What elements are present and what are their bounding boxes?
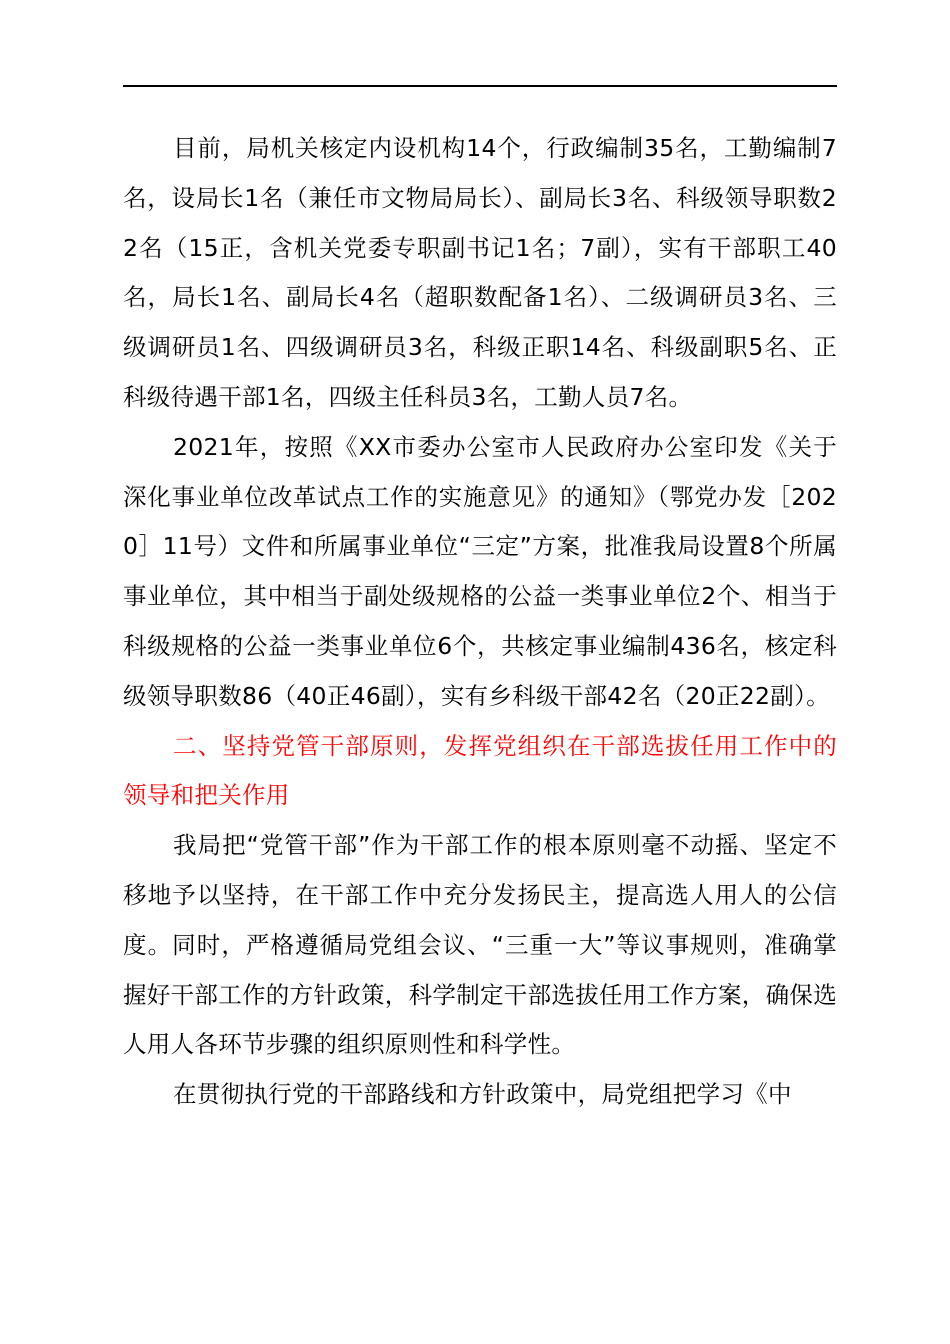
- paragraph-policy: 在贯彻执行党的干部路线和方针政策中，局党组把学习《中: [173, 1080, 792, 1109]
- paragraph-party-principle: 我局把“党管干部”作为干部工作的根本原则毫不动摇、坚定不移地予以坚持，在干部工作中充分发扬民主，提高选人用人的公信度。同时，严格遵循局党组会议、“三重一大”等议事规则，准确掌握好干部工作的方针政策，科学制定干部选拔任用工作方案，确保选人用人各环节步骤的组织原则性和科学性。: [123, 831, 837, 1059]
- header-rule: [123, 85, 837, 87]
- paragraph-staffing: 目前，局机关核定内设机构14个，行政编制35名，工勤编制7名，设局长1名（兼任市文物局局长）、副局长3名、科级领导职数22名（15正，含机关党委专职副书记1名；7副），实有干部职工40名，局长1名、副局长4名（超职数配备1名）、二级调研员3名、三级调研员1名、四级调研员3名，科级正职14名、科级副职5名、正科级待遇干部1名，四级主任科员3名，工勤人员7名。: [123, 134, 837, 411]
- paragraph-institutions: 2021年，按照《XX市委办公室市人民政府办公室印发《关于深化事业单位改革试点工作的实施意见》的通知》（鄂党办发［2020］11号）文件和所属事业单位“三定”方案，批准我局设置8个所属事业单位，其中相当于副处级规格的公益一类事业单位2个、相当于科级规格的公益一类事业单位6个，共核定事业编制436名，核定科级领导职数86（40正46副），实有乡科级干部42名（20正22副）。: [123, 432, 837, 710]
- document-body: [123, 124, 837, 1120]
- section-heading: 二、坚持党管干部原则，发挥党组织在干部选拔任用工作中的领导和把关作用: [123, 731, 837, 810]
